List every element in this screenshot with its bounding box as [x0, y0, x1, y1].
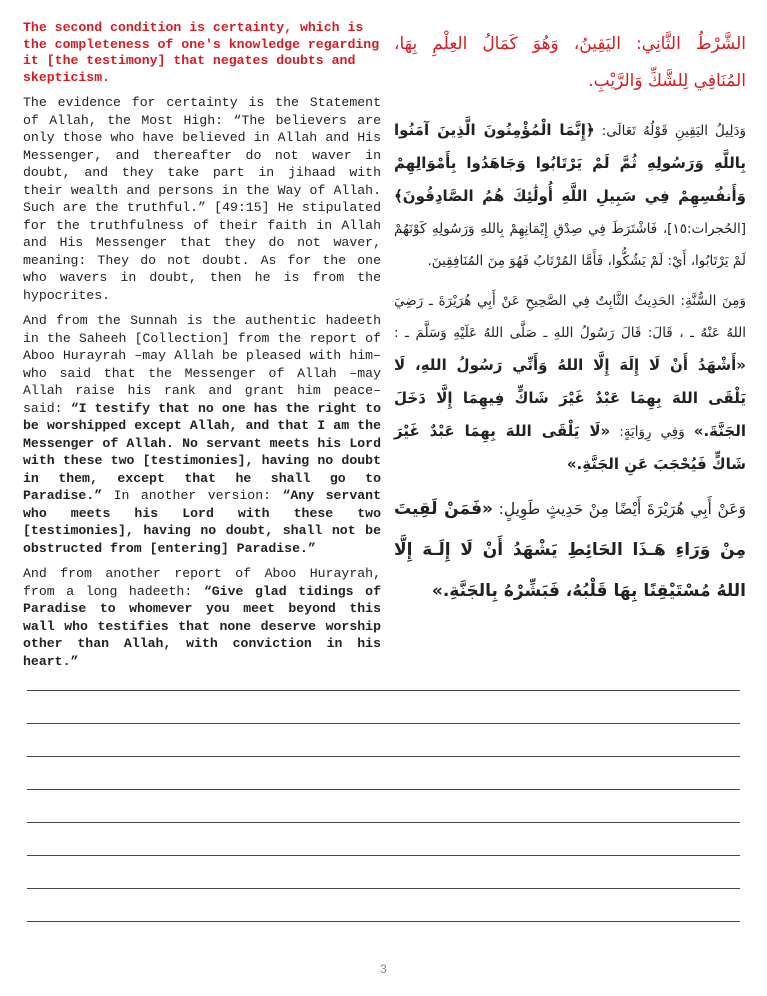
- arabic-p2-intro: وَمِنَ السُّنَّةِ: الحَدِيثُ الثَّابِتُ فِي الصَّحِيحِ عَنْ أَبِي هُرَيْرَةَ ـ رَضِيَ اللهُ عَنْهُ ـ ، قَالَ: قَالَ رَسُولُ اللهِ ـ صَلَّى اللهُ عَلَيْهِ وَسَلَّمَ ـ :: [394, 293, 746, 341]
- arabic-hadeeth-quote-3: «فَمَنْ لَقِيتَ مِنْ وَرَاءِ هَـذَا الحَائِطِ يَشْهَدُ أَنْ لَا إِلَـهَ إِلَّا اللهُ مُسْتَيْقِنًا بِهَا قَلْبُهُ، فَبَشِّرْهُ بِالجَنَّةِ.»: [394, 499, 746, 601]
- english-paragraph-sunnah-evidence: [23, 312, 381, 557]
- writing-line: [27, 888, 740, 889]
- english-paragraph-quran-evidence: The evidence for certainty is the Statement of Allah, the Most High: “The believers are only those who have believed in Allah and His Messenger, and thereafter do not waver in doubt, and they take part in jihaad with their wealth and persons in the Way of Allah. Such are the truthful.” [49:15] He stipulated for the truthfulness of their faith in Allah and His Messenger that they do not waver, meaning: They do not doubt. As for the one who wavers in doubt, then he is from the hypocrites.: [23, 95, 381, 303]
- page-number: 3: [380, 962, 387, 976]
- writing-line: [27, 855, 740, 856]
- arabic-p1-intro: وَدَلِيلُ اليَقِينِ قَوْلُهُ تَعَالَى:: [594, 123, 746, 139]
- arabic-column: [394, 22, 746, 620]
- english-p2-intro: And from the Sunnah is the authentic hadeeth in the Saheeh [Collection] from the report of Aboo Hurayrah –may Allah be pleased with him– who said that the Messenger of Allah –may Allah raise his rank and grant him peace– said:: [23, 313, 381, 416]
- english-hadeeth-quote: “I testify that no one has the right to be worshipped except Allah, and that I am the Messenger of Allah. No servant meets his Lord with these two [testimonies], having no doubt in them, except that he shall go to Paradise.”: [23, 400, 382, 503]
- writing-lines: [27, 690, 740, 954]
- arabic-quran-quote: ﴿إِنَّمَا الْمُؤْمِنُونَ الَّذِينَ آمَنُوا بِاللَّهِ وَرَسُولِهِ ثُمَّ لَمْ يَرْتَابُوا وَجَاهَدُوا بِأَمْوَالِهِمْ وَأَنفُسِهِمْ فِي سَبِيلِ اللَّهِ أُولَٰئِكَ هُمُ الصَّادِقُونَ﴾: [394, 121, 746, 205]
- arabic-paragraph-sunnah-evidence: [394, 285, 746, 481]
- writing-line: [27, 756, 740, 757]
- writing-line: [27, 921, 740, 922]
- arabic-paragraph-long-hadeeth: [394, 489, 746, 612]
- english-paragraph-long-hadeeth: [23, 565, 381, 670]
- arabic-p3-intro: وَعَنْ أَبِي هُرَيْرَةَ أَيْضًا مِنْ حَدِيثٍ طَوِيلٍ:: [493, 500, 747, 518]
- arabic-heading: الشَّرْطُ الثَّانِي: اليَقِينُ، وَهُوَ كَمَالُ العِلْمِ بِهَا، المُنَافِي لِلشَّكِّ وَالرَّيْبِ.: [394, 34, 746, 91]
- english-column: [23, 20, 381, 678]
- arabic-hadeeth-quote-2: «لَا يَلْقَى اللهَ بِهِمَا عَبْدٌ غَيْرَ شَاكٍّ فَيُحْجَبَ عَنِ الجَنَّةِ.»: [394, 422, 746, 473]
- writing-line: [27, 690, 740, 691]
- writing-line: [27, 789, 740, 790]
- english-p2-mid: In another version:: [102, 488, 283, 503]
- arabic-p2-mid: وَفِي رِوَايَةٍ:: [610, 424, 694, 440]
- arabic-hadeeth-quote: «أَشْهَدُ أَنْ لَا إِلَهَ إِلَّا اللهُ وَأَنِّي رَسُولُ اللهِ، لَا يَلْقَى اللهَ بِهِمَا عَبْدٌ غَيْرَ شَاكٍّ فِيهِمَا إِلَّا دَخَلَ الجَنَّةَ.»: [394, 356, 746, 440]
- writing-line: [27, 723, 740, 724]
- english-hadeeth-quote-3: “Give glad tidings of Paradise to whomever you meet beyond this wall who testifies that none deserve worship other than Allah, with conviction in his heart.”: [23, 583, 381, 669]
- writing-line: [27, 822, 740, 823]
- english-heading: The second condition is certainty, which is the completeness of one's knowledge regarding it [the testimony] that negates doubts and skepticism.: [23, 20, 380, 85]
- arabic-p1-rest: [الحُجرات:١٥]، فَاشْتَرَطَ فِي صِدْقِ إِيْمَانِهِمْ بِاللهِ وَرَسُولِهِ كَوْنَهُمْ لَمْ يَرْتَابُوا، أَيْ: لَمْ يَشُكُّوا، فَأَمَّا المُرْتَابُ فَهُوَ مِنَ المُنَافِقِينَ.: [394, 221, 746, 269]
- english-hadeeth-quote-2: “Any servant who meets his Lord with these two [testimonies], having no doubt, shall not be obstructed from [entering] Paradise.”: [23, 488, 381, 556]
- arabic-paragraph-quran-evidence: [394, 114, 746, 277]
- english-p3-intro: And from another report of Aboo Hurayrah, from a long hadeeth:: [23, 566, 381, 599]
